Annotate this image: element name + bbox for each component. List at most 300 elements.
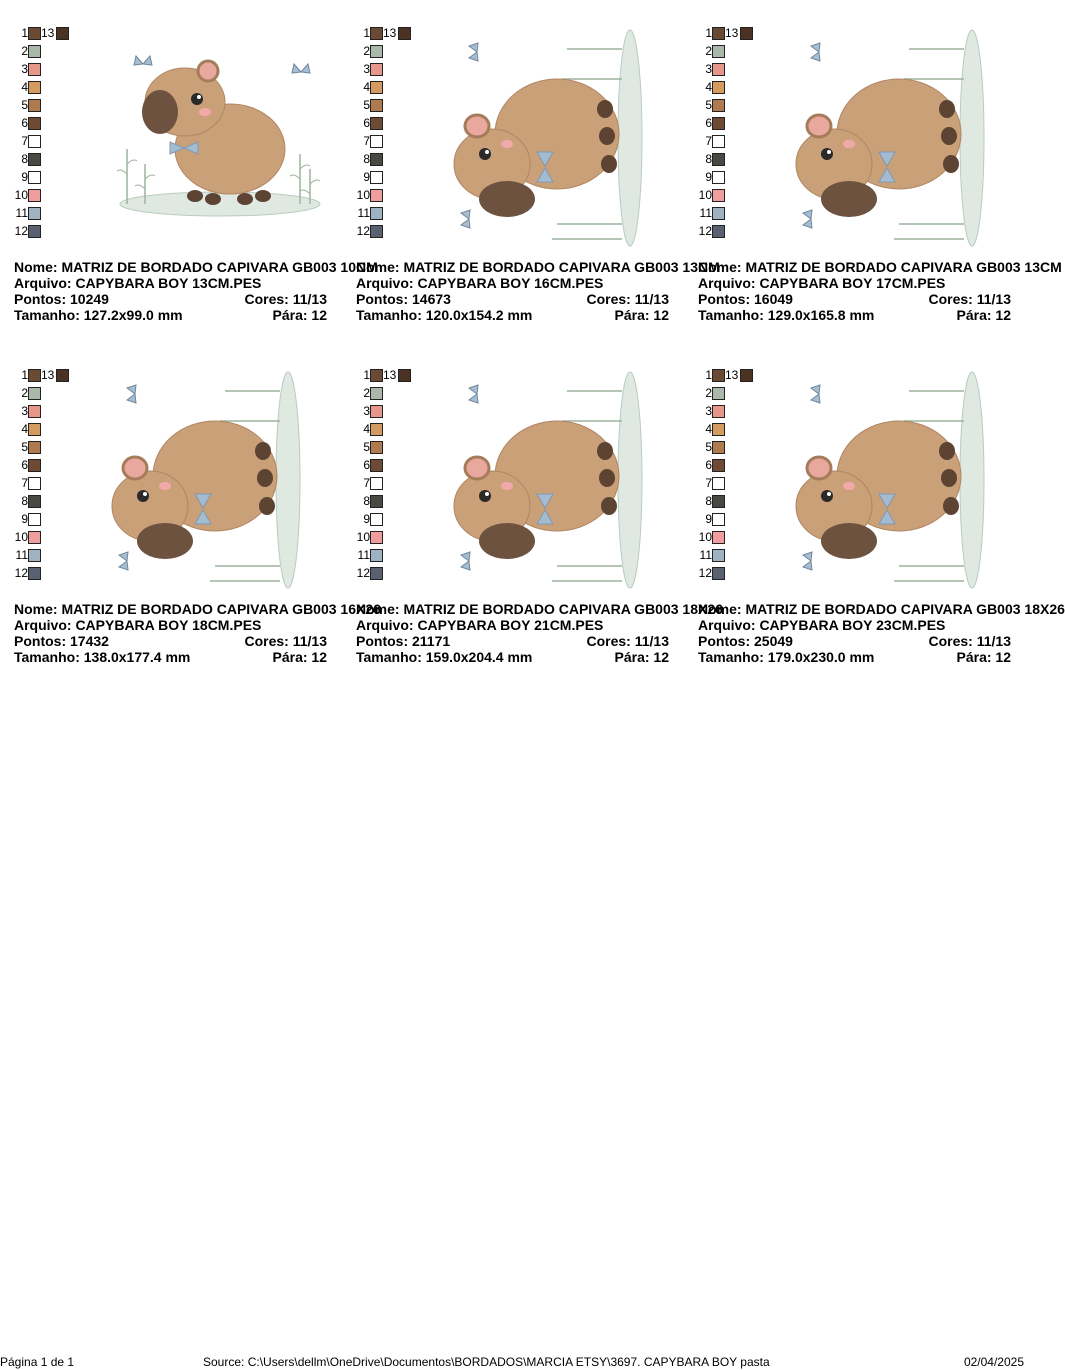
color-swatch-row bbox=[342, 98, 383, 112]
color-swatch-row bbox=[684, 368, 739, 382]
color-swatch-row bbox=[684, 512, 725, 526]
color-number: 12 bbox=[14, 224, 28, 238]
info-line bbox=[698, 617, 1011, 633]
color-swatch-row bbox=[684, 494, 725, 508]
design-card bbox=[684, 0, 1062, 340]
color-swatch bbox=[28, 225, 41, 238]
color-number: 1 bbox=[21, 368, 28, 382]
capybara-rotated-art bbox=[454, 30, 642, 246]
color-swatch-row bbox=[0, 566, 41, 580]
design-info bbox=[356, 601, 723, 665]
color-number: 2 bbox=[363, 44, 370, 58]
color-swatch bbox=[28, 567, 41, 580]
color-number: 13 bbox=[383, 26, 397, 40]
capybara-rotated-art bbox=[796, 30, 984, 246]
color-swatch bbox=[712, 135, 725, 148]
capybara-standing-art bbox=[117, 56, 320, 216]
color-swatch-row bbox=[342, 134, 383, 148]
color-number: 3 bbox=[705, 404, 712, 418]
color-number: 2 bbox=[705, 386, 712, 400]
color-number: 7 bbox=[363, 476, 370, 490]
info-line bbox=[14, 291, 327, 307]
color-number: 2 bbox=[21, 44, 28, 58]
design-size: Tamanho: 138.0x177.4 mm bbox=[14, 649, 191, 665]
color-swatch bbox=[28, 423, 41, 436]
color-swatch-row bbox=[0, 134, 41, 148]
color-number: 8 bbox=[21, 494, 28, 508]
color-swatch-row bbox=[342, 530, 383, 544]
color-number: 8 bbox=[705, 494, 712, 508]
color-swatch-row bbox=[342, 224, 383, 238]
color-swatch-row bbox=[0, 548, 41, 562]
design-size: Tamanho: 127.2x99.0 mm bbox=[14, 307, 183, 323]
color-swatch bbox=[712, 477, 725, 490]
color-swatch-row bbox=[0, 44, 41, 58]
color-number: 2 bbox=[363, 386, 370, 400]
color-swatch bbox=[370, 405, 383, 418]
color-swatch bbox=[712, 45, 725, 58]
color-swatch bbox=[370, 189, 383, 202]
color-swatch-row bbox=[342, 422, 383, 436]
color-number: 3 bbox=[705, 62, 712, 76]
design-card bbox=[684, 342, 1065, 682]
stop-count: Pára: 12 bbox=[272, 649, 327, 665]
color-swatch bbox=[28, 153, 41, 166]
color-swatch bbox=[370, 153, 383, 166]
color-number: 11 bbox=[699, 206, 712, 220]
info-line bbox=[14, 617, 327, 633]
color-number: 3 bbox=[363, 62, 370, 76]
color-number: 11 bbox=[357, 548, 370, 562]
color-swatch bbox=[712, 369, 725, 382]
design-name: Nome: MATRIZ DE BORDADO CAPIVARA GB003 18X26 bbox=[356, 601, 723, 617]
color-swatch-row bbox=[342, 206, 383, 220]
design-card bbox=[0, 342, 381, 682]
color-number: 12 bbox=[356, 224, 370, 238]
color-number: 5 bbox=[21, 440, 28, 454]
info-line bbox=[356, 633, 669, 649]
color-number: 7 bbox=[21, 134, 28, 148]
stop-count: Pára: 12 bbox=[272, 307, 327, 323]
color-swatch bbox=[712, 117, 725, 130]
extra-color bbox=[41, 26, 69, 40]
info-line bbox=[698, 649, 1011, 665]
color-number: 9 bbox=[363, 512, 370, 526]
color-swatch bbox=[398, 369, 411, 382]
color-number: 6 bbox=[705, 458, 712, 472]
color-swatch bbox=[370, 495, 383, 508]
capybara-rotated-art bbox=[112, 372, 300, 588]
color-swatch bbox=[398, 27, 411, 40]
color-number: 5 bbox=[21, 98, 28, 112]
color-swatch bbox=[28, 63, 41, 76]
color-swatch bbox=[28, 207, 41, 220]
info-line bbox=[698, 307, 1011, 323]
design-info bbox=[14, 601, 381, 665]
color-swatch-row bbox=[684, 152, 725, 166]
embroidery-preview bbox=[447, 366, 672, 594]
color-swatch-row bbox=[684, 386, 725, 400]
color-number: 11 bbox=[699, 548, 712, 562]
color-swatch bbox=[28, 459, 41, 472]
color-swatch bbox=[370, 45, 383, 58]
color-swatch-row bbox=[684, 404, 725, 418]
color-number: 8 bbox=[363, 152, 370, 166]
color-number: 12 bbox=[698, 566, 712, 580]
color-swatch-row bbox=[342, 440, 383, 454]
color-number: 8 bbox=[21, 152, 28, 166]
source-path: Source: C:\Users\dellm\OneDrive\Documentos\BORDADOS\MARCIA ETSY\3697. CAPYBARA BOY pasta bbox=[203, 1355, 770, 1369]
color-swatch bbox=[28, 441, 41, 454]
color-count: Cores: 11/13 bbox=[928, 291, 1011, 307]
color-count: Cores: 11/13 bbox=[586, 291, 669, 307]
color-number: 5 bbox=[363, 98, 370, 112]
color-number: 13 bbox=[41, 26, 55, 40]
color-swatch bbox=[370, 477, 383, 490]
color-swatch-row bbox=[684, 170, 725, 184]
color-swatch-row bbox=[684, 62, 725, 76]
color-swatch-row bbox=[0, 386, 41, 400]
color-swatch bbox=[370, 27, 383, 40]
color-number: 3 bbox=[21, 62, 28, 76]
color-swatch-row bbox=[0, 530, 41, 544]
color-swatch bbox=[370, 171, 383, 184]
design-name: Nome: MATRIZ DE BORDADO CAPIVARA GB003 10CM bbox=[14, 259, 378, 275]
color-number: 9 bbox=[363, 170, 370, 184]
color-swatch-row bbox=[684, 44, 725, 58]
page-number: Página 1 de 1 bbox=[0, 1355, 75, 1369]
color-number: 8 bbox=[363, 494, 370, 508]
color-swatch bbox=[370, 117, 383, 130]
color-number: 8 bbox=[705, 152, 712, 166]
color-swatch-row bbox=[684, 206, 725, 220]
color-swatch bbox=[712, 153, 725, 166]
color-swatch bbox=[740, 27, 753, 40]
color-swatch bbox=[370, 63, 383, 76]
info-line bbox=[698, 259, 1062, 275]
color-number: 13 bbox=[383, 368, 397, 382]
design-name: Nome: MATRIZ DE BORDADO CAPIVARA GB003 18X26 bbox=[698, 601, 1065, 617]
info-line bbox=[356, 601, 723, 617]
color-swatch bbox=[28, 81, 41, 94]
color-swatch-row bbox=[0, 512, 41, 526]
color-count: Cores: 11/13 bbox=[244, 291, 327, 307]
design-card bbox=[0, 0, 378, 340]
color-swatch-row bbox=[684, 548, 725, 562]
color-swatch bbox=[712, 459, 725, 472]
color-number: 10 bbox=[14, 530, 28, 544]
color-number: 2 bbox=[21, 386, 28, 400]
color-number: 1 bbox=[21, 26, 28, 40]
color-number: 10 bbox=[698, 530, 712, 544]
color-swatch bbox=[28, 369, 41, 382]
color-number: 7 bbox=[363, 134, 370, 148]
stop-count: Pára: 12 bbox=[614, 307, 669, 323]
color-count: Cores: 11/13 bbox=[586, 633, 669, 649]
extra-color bbox=[41, 368, 69, 382]
color-swatch bbox=[712, 387, 725, 400]
design-size: Tamanho: 120.0x154.2 mm bbox=[356, 307, 533, 323]
info-line bbox=[14, 275, 327, 291]
color-number: 6 bbox=[363, 458, 370, 472]
stitch-count: Pontos: 21171 bbox=[356, 633, 451, 649]
color-swatch-row bbox=[342, 44, 383, 58]
color-number: 3 bbox=[21, 404, 28, 418]
info-line bbox=[356, 291, 669, 307]
color-swatch bbox=[28, 135, 41, 148]
color-swatch-row bbox=[684, 422, 725, 436]
color-number: 10 bbox=[356, 188, 370, 202]
color-swatch bbox=[712, 81, 725, 94]
color-swatch-row bbox=[0, 494, 41, 508]
color-swatch-row bbox=[684, 26, 739, 40]
color-number: 4 bbox=[21, 422, 28, 436]
color-number: 1 bbox=[705, 26, 712, 40]
stitch-count: Pontos: 10249 bbox=[14, 291, 109, 307]
color-swatch bbox=[370, 567, 383, 580]
color-swatch-row bbox=[684, 224, 725, 238]
color-number: 7 bbox=[21, 476, 28, 490]
info-line bbox=[698, 633, 1011, 649]
embroidery-preview bbox=[789, 24, 1014, 252]
extra-color bbox=[725, 26, 753, 40]
color-swatch bbox=[28, 387, 41, 400]
design-info bbox=[698, 259, 1062, 323]
color-swatch-row bbox=[342, 62, 383, 76]
color-number: 11 bbox=[15, 548, 28, 562]
info-line bbox=[356, 307, 669, 323]
stitch-count: Pontos: 25049 bbox=[698, 633, 793, 649]
color-swatch-row bbox=[342, 170, 383, 184]
info-line bbox=[14, 649, 327, 665]
color-number: 4 bbox=[705, 80, 712, 94]
color-number: 4 bbox=[363, 80, 370, 94]
stop-count: Pára: 12 bbox=[614, 649, 669, 665]
color-swatch bbox=[712, 405, 725, 418]
design-file: Arquivo: CAPYBARA BOY 16CM.PES bbox=[356, 275, 604, 291]
color-swatch-row bbox=[342, 386, 383, 400]
color-swatch-row bbox=[684, 80, 725, 94]
color-swatch-row bbox=[0, 476, 41, 490]
color-swatch-row bbox=[684, 188, 725, 202]
color-swatch-row bbox=[0, 26, 55, 40]
color-swatch-row bbox=[342, 566, 383, 580]
design-size: Tamanho: 179.0x230.0 mm bbox=[698, 649, 875, 665]
color-number: 9 bbox=[21, 512, 28, 526]
color-swatch-row bbox=[342, 512, 383, 526]
color-number: 10 bbox=[698, 188, 712, 202]
extra-color bbox=[725, 368, 753, 382]
info-line bbox=[356, 617, 669, 633]
design-file: Arquivo: CAPYBARA BOY 21CM.PES bbox=[356, 617, 604, 633]
design-card bbox=[342, 342, 723, 682]
color-number: 6 bbox=[21, 116, 28, 130]
design-name: Nome: MATRIZ DE BORDADO CAPIVARA GB003 13CM bbox=[356, 259, 720, 275]
color-swatch-row bbox=[684, 440, 725, 454]
info-line bbox=[698, 275, 1011, 291]
color-number: 13 bbox=[725, 368, 739, 382]
design-file: Arquivo: CAPYBARA BOY 18CM.PES bbox=[14, 617, 262, 633]
color-swatch-row bbox=[0, 188, 41, 202]
color-swatch bbox=[28, 513, 41, 526]
color-swatch bbox=[712, 549, 725, 562]
color-swatch bbox=[712, 171, 725, 184]
extra-color bbox=[383, 26, 411, 40]
stitch-count: Pontos: 17432 bbox=[14, 633, 109, 649]
color-swatch-row bbox=[0, 80, 41, 94]
design-info bbox=[698, 601, 1065, 665]
color-swatch bbox=[712, 207, 725, 220]
color-number: 13 bbox=[41, 368, 55, 382]
color-number: 11 bbox=[15, 206, 28, 220]
color-swatch-row bbox=[342, 458, 383, 472]
color-swatch-row bbox=[684, 530, 725, 544]
color-number: 10 bbox=[356, 530, 370, 544]
color-swatch-row bbox=[342, 188, 383, 202]
design-size: Tamanho: 129.0x165.8 mm bbox=[698, 307, 875, 323]
color-swatch bbox=[28, 27, 41, 40]
color-swatch bbox=[712, 99, 725, 112]
color-swatch bbox=[712, 423, 725, 436]
info-line bbox=[356, 275, 669, 291]
color-number: 4 bbox=[21, 80, 28, 94]
color-number: 1 bbox=[363, 26, 370, 40]
color-swatch bbox=[28, 171, 41, 184]
design-file: Arquivo: CAPYBARA BOY 17CM.PES bbox=[698, 275, 946, 291]
color-number: 7 bbox=[705, 476, 712, 490]
color-swatch-row bbox=[0, 98, 41, 112]
color-number: 12 bbox=[356, 566, 370, 580]
color-number: 12 bbox=[14, 566, 28, 580]
color-swatch-row bbox=[342, 80, 383, 94]
color-swatch bbox=[56, 27, 69, 40]
color-number: 5 bbox=[705, 98, 712, 112]
color-swatch bbox=[28, 531, 41, 544]
color-number: 1 bbox=[705, 368, 712, 382]
info-line bbox=[14, 633, 327, 649]
color-swatch-row bbox=[684, 134, 725, 148]
stitch-count: Pontos: 16049 bbox=[698, 291, 793, 307]
design-size: Tamanho: 159.0x204.4 mm bbox=[356, 649, 533, 665]
color-number: 7 bbox=[705, 134, 712, 148]
color-swatch bbox=[28, 117, 41, 130]
color-number: 4 bbox=[363, 422, 370, 436]
embroidery-preview bbox=[447, 24, 672, 252]
color-swatch bbox=[712, 441, 725, 454]
color-swatch-row bbox=[684, 476, 725, 490]
design-info bbox=[356, 259, 720, 323]
color-swatch bbox=[740, 369, 753, 382]
color-swatch-row bbox=[342, 368, 397, 382]
color-swatch bbox=[370, 207, 383, 220]
design-info bbox=[14, 259, 378, 323]
color-swatch-row bbox=[342, 494, 383, 508]
color-swatch bbox=[28, 189, 41, 202]
info-line bbox=[356, 259, 720, 275]
color-swatch bbox=[28, 99, 41, 112]
info-line bbox=[14, 259, 378, 275]
color-swatch-row bbox=[342, 548, 383, 562]
info-line bbox=[14, 601, 381, 617]
info-line bbox=[356, 649, 669, 665]
color-swatch bbox=[28, 45, 41, 58]
color-swatch-row bbox=[0, 404, 41, 418]
color-swatch bbox=[370, 423, 383, 436]
color-swatch-row bbox=[342, 116, 383, 130]
color-number: 6 bbox=[21, 458, 28, 472]
color-swatch-row bbox=[0, 224, 41, 238]
color-swatch bbox=[712, 225, 725, 238]
color-swatch-row bbox=[684, 458, 725, 472]
color-number: 11 bbox=[357, 206, 370, 220]
color-swatch bbox=[370, 387, 383, 400]
design-name: Nome: MATRIZ DE BORDADO CAPIVARA GB003 16X26 bbox=[14, 601, 381, 617]
capybara-rotated-art bbox=[796, 372, 984, 588]
color-swatch bbox=[370, 441, 383, 454]
info-line bbox=[698, 601, 1065, 617]
color-swatch bbox=[370, 549, 383, 562]
color-swatch bbox=[370, 513, 383, 526]
color-number: 6 bbox=[363, 116, 370, 130]
color-swatch bbox=[370, 531, 383, 544]
color-number: 1 bbox=[363, 368, 370, 382]
stitch-count: Pontos: 14673 bbox=[356, 291, 451, 307]
color-swatch-row bbox=[0, 206, 41, 220]
color-swatch bbox=[712, 27, 725, 40]
color-swatch-row bbox=[684, 116, 725, 130]
color-swatch-row bbox=[0, 440, 41, 454]
color-swatch bbox=[370, 99, 383, 112]
color-number: 10 bbox=[14, 188, 28, 202]
color-swatch bbox=[712, 495, 725, 508]
color-swatch bbox=[28, 495, 41, 508]
color-swatch-row bbox=[0, 422, 41, 436]
color-number: 13 bbox=[725, 26, 739, 40]
capybara-rotated-art bbox=[454, 372, 642, 588]
color-swatch-row bbox=[0, 62, 41, 76]
color-swatch bbox=[370, 135, 383, 148]
extra-color bbox=[383, 368, 411, 382]
color-swatch-row bbox=[684, 566, 725, 580]
design-file: Arquivo: CAPYBARA BOY 13CM.PES bbox=[14, 275, 262, 291]
color-swatch-row bbox=[0, 116, 41, 130]
design-name: Nome: MATRIZ DE BORDADO CAPIVARA GB003 13CM bbox=[698, 259, 1062, 275]
color-number: 5 bbox=[363, 440, 370, 454]
color-swatch-row bbox=[342, 404, 383, 418]
embroidery-preview bbox=[105, 24, 330, 252]
color-swatch bbox=[712, 189, 725, 202]
color-swatch bbox=[28, 405, 41, 418]
color-swatch bbox=[370, 459, 383, 472]
color-number: 5 bbox=[705, 440, 712, 454]
color-number: 9 bbox=[705, 512, 712, 526]
color-swatch bbox=[370, 369, 383, 382]
color-swatch-row bbox=[342, 476, 383, 490]
color-swatch bbox=[370, 225, 383, 238]
color-swatch bbox=[712, 531, 725, 544]
color-swatch-row bbox=[0, 170, 41, 184]
info-line bbox=[14, 307, 327, 323]
design-card bbox=[342, 0, 720, 340]
color-number: 9 bbox=[21, 170, 28, 184]
color-number: 4 bbox=[705, 422, 712, 436]
color-swatch-row bbox=[0, 458, 41, 472]
stop-count: Pára: 12 bbox=[956, 649, 1011, 665]
stop-count: Pára: 12 bbox=[956, 307, 1011, 323]
color-count: Cores: 11/13 bbox=[928, 633, 1011, 649]
color-swatch bbox=[370, 81, 383, 94]
color-number: 2 bbox=[705, 44, 712, 58]
